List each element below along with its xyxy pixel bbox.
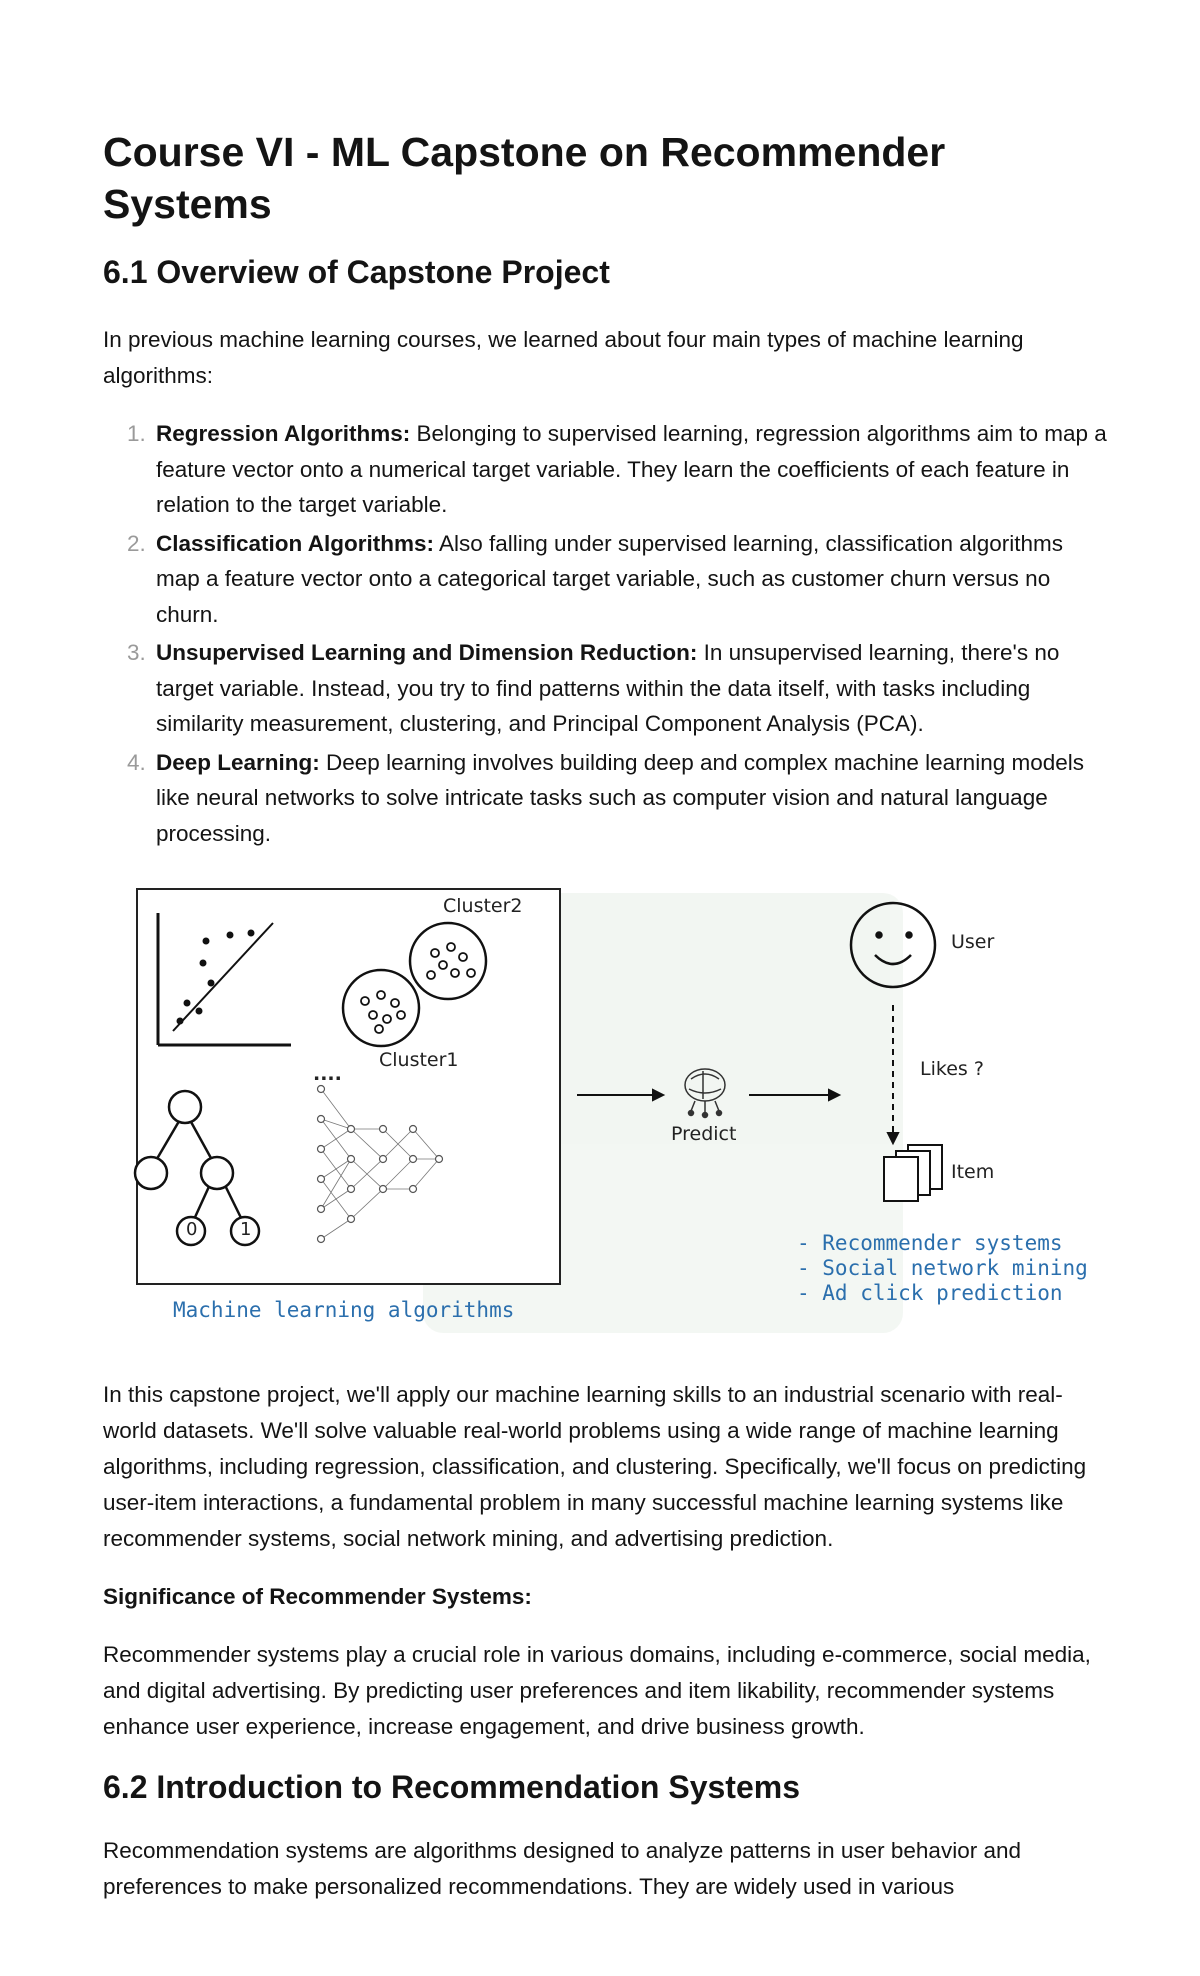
algorithm-types-list (103, 416, 1108, 851)
list-text: Also falling under supervised learning, classification algorithms map a feature vector onto a categorical target variable, such as customer churn versus no churn. (156, 530, 1064, 627)
predict-label: Predict (671, 1123, 737, 1145)
list-term: Unsupervised Learning and Dimension Reduction: (156, 640, 698, 665)
application-label: - Social network mining (797, 1256, 1088, 1280)
intro-paragraph: In previous machine learning courses, we learned about four main types of machine learning algorithms: (103, 327, 1024, 388)
list-item (103, 635, 1108, 742)
section-heading-6-1: 6.1 Overview of Capstone Project (103, 254, 610, 290)
capstone-paragraph: In this capstone project, we'll apply our machine learning skills to an industrial scenario with real-world datasets. We'll solve valuable real-world problems using a wide range of machine learning algorithms, including regression, classification, and clustering. Specifically, we'll focus on predicting user-item interactions, a fundamental problem in many successful machine learning systems like recommender systems, social network mining, and advertising prediction. (103, 1382, 1087, 1551)
list-term: Deep Learning: (156, 749, 320, 775)
leaf-0-label: 0 (186, 1219, 198, 1240)
recommendation-paragraph: Recommendation systems are algorithms designed to analyze patterns in user behavior and preferences to make personalized recommendations. They are widely used in various (103, 1838, 1021, 1899)
page-title: Course VI - ML Capstone on Recommender Systems (103, 129, 946, 227)
ellipsis-label: .... (313, 1063, 342, 1085)
cluster2-label: Cluster2 (443, 895, 523, 917)
list-text: Belonging to supervised learning, regression algorithms aim to map a feature vector onto a numerical target variable. They learn the coefficients of each feature in relation to the target variable. (156, 421, 1107, 517)
section-heading-6-2: 6.2 Introduction to Recommendation Systems (103, 1769, 800, 1805)
list-item (103, 526, 1108, 633)
list-text: Deep learning involves building deep and complex machine learning models like neural networks to solve intricate tasks such as computer vision and natural language processing. (156, 749, 1085, 846)
list-number: 1. (127, 421, 146, 446)
user-label: User (951, 931, 995, 953)
ml-algorithms-figure (103, 883, 1103, 1353)
list-number: 2. (127, 530, 146, 556)
item-label: Item (951, 1161, 995, 1183)
application-label: - Ad click prediction (797, 1281, 1063, 1305)
document-page (103, 126, 1108, 1905)
list-number: 3. (127, 640, 146, 665)
list-text: In unsupervised learning, there's no target variable. Instead, you try to find patterns within the data itself, with tasks including similarity measurement, clustering, and Principal Component Analysis (PCA). (156, 640, 1060, 736)
list-term: Classification Algorithms: (156, 530, 434, 556)
list-item (103, 745, 1108, 852)
list-number: 4. (127, 749, 146, 775)
application-label: - Recommender systems (797, 1231, 1063, 1255)
significance-heading: Significance of Recommender Systems: (103, 1584, 532, 1609)
list-item (103, 416, 1108, 523)
cluster1-label: Cluster1 (379, 1049, 459, 1071)
figure-caption: Machine learning algorithms (173, 1298, 515, 1322)
leaf-1-label: 1 (240, 1219, 252, 1240)
likes-label: Likes ? (920, 1058, 984, 1080)
list-term: Regression Algorithms: (156, 421, 411, 446)
significance-paragraph: Recommender systems play a crucial role in various domains, including e-commerce, social media, and digital advertising. By predicting user preferences and item likability, recommender systems enhance user experience, increase engagement, and drive business growth. (103, 1642, 1091, 1739)
